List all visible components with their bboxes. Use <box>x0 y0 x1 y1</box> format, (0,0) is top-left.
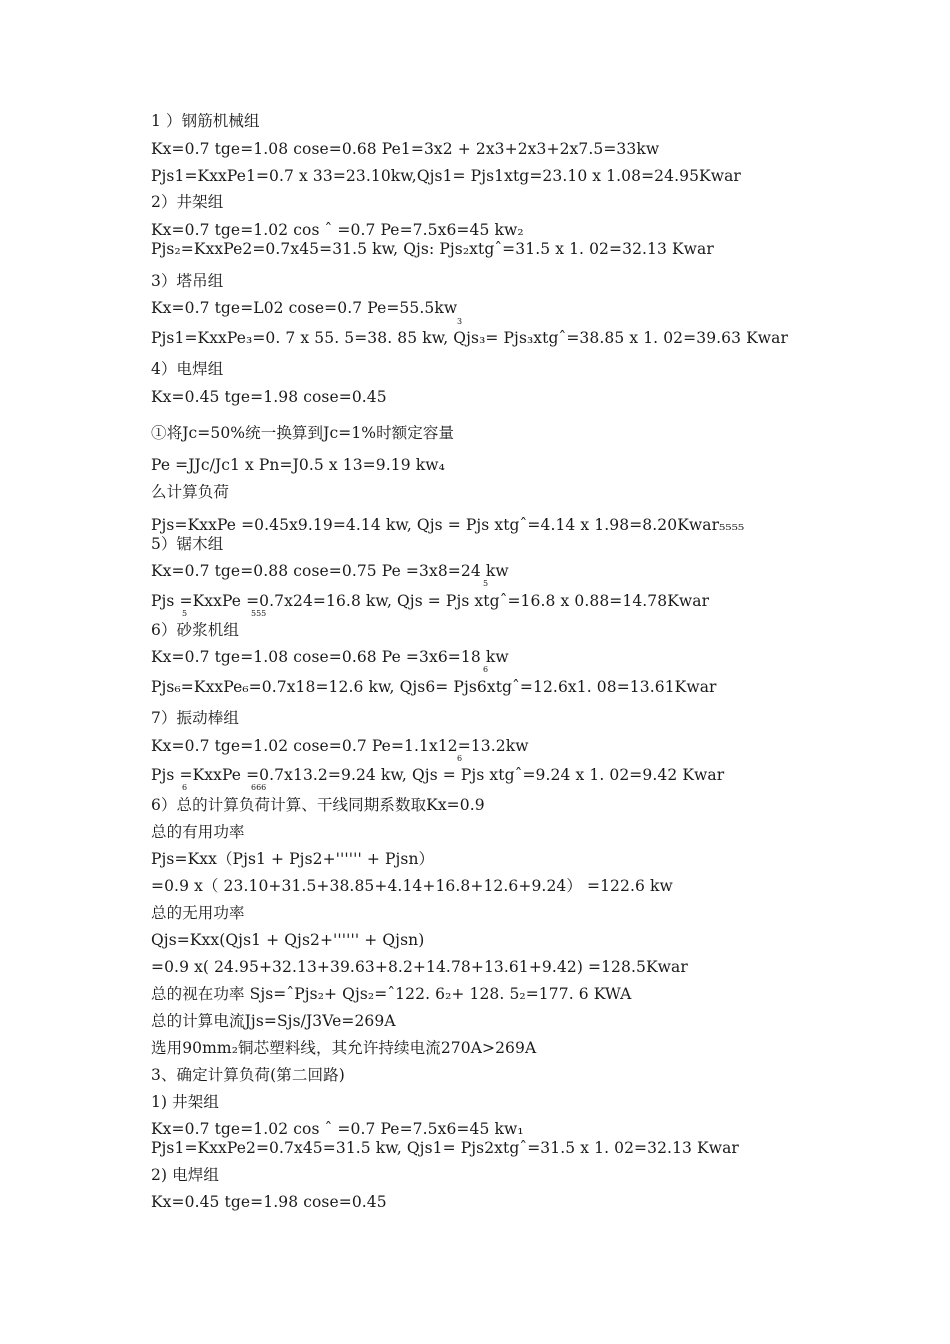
text-line: Qjs=Kxx(Qjs1 + Qjs2+'''''' + Qjsn) <box>151 931 425 949</box>
text-line: =0.9 x（ 23.10+31.5+38.85+4.14+16.8+12.6+9.24） =122.6 kw <box>151 877 673 895</box>
stray-mark: 6 <box>483 665 489 674</box>
text-line: Kx=0.7 tge=1.08 cose=0.68 Pe =3x6=18 kw <box>151 648 509 666</box>
heading-mortar: 6）砂浆机组 <box>151 621 239 639</box>
text-line: 选用90mm₂铜芯塑料线，其允许持续电流270A>269A <box>151 1039 537 1057</box>
text-line: Pjs1=KxxPe1=0.7 x 33=23.10kw,Qjs1= Pjs1xtg=23.10 x 1.08=24.95Kwar <box>151 167 741 185</box>
stray-mark: 3 <box>457 317 463 326</box>
text-line: 么计算负荷 <box>151 483 230 501</box>
text-line: 总的有用功率 <box>151 823 245 841</box>
text-line: Pjs1=KxxPe2=0.7x45=31.5 kw, Qjs1= Pjs2xtgˆ=31.5 x 1. 02=32.13 Kwar <box>151 1139 739 1157</box>
text-line: Kx=0.7 tge=L02 cose=0.7 Pe=55.5kw <box>151 299 458 317</box>
heading-vibrator: 7）振动棒组 <box>151 709 239 727</box>
text-line: Pjs=KxxPe =0.45x9.19=4.14 kw, Qjs = Pjs xtgˆ=4.14 x 1.98=8.20Kwar₅₅₅₅ <box>151 516 745 534</box>
stray-mark: 666 <box>251 783 267 792</box>
text-line: Pjs =KxxPe =0.7x13.2=9.24 kw, Qjs = Pjs xtgˆ=9.24 x 1. 02=9.42 Kwar <box>151 766 725 784</box>
heading-sawmill: 5）锯木组 <box>151 535 224 553</box>
text-line: Kx=0.7 tge=1.08 cose=0.68 Pe1=3x2 + 2x3+2x3+2x7.5=33kw <box>151 140 660 158</box>
text-line: Kx=0.7 tge=1.02 cos ˆ =0.7 Pe=7.5x6=45 kw₂ <box>151 221 524 239</box>
heading-derrick: 2）井架组 <box>151 193 224 211</box>
text-line: Pjs₆=KxxPe₆=0.7x18=12.6 kw, Qjs6= Pjs6xtgˆ=12.6x1. 08=13.61Kwar <box>151 678 717 696</box>
heading-total-load: 6）总的计算负荷计算、干线同期系数取Kx=0.9 <box>151 796 485 814</box>
heading-tower-crane: 3）塔吊组 <box>151 272 224 290</box>
heading-welding: 4）电焊组 <box>151 360 224 378</box>
text-line: Kx=0.7 tge=1.02 cos ˆ =0.7 Pe=7.5x6=45 kw₁ <box>151 1120 524 1138</box>
stray-mark: 6 <box>182 783 188 792</box>
text-line: =0.9 x( 24.95+32.13+39.63+8.2+14.78+13.61+9.42) =128.5Kwar <box>151 958 688 976</box>
text-line: Pjs =KxxPe =0.7x24=16.8 kw, Qjs = Pjs xtgˆ=16.8 x 0.88=14.78Kwar <box>151 592 710 610</box>
heading-derrick-2: 1) 井架组 <box>151 1093 219 1111</box>
stray-mark: 6 <box>457 754 463 763</box>
text-line: Kx=0.7 tge=0.88 cose=0.75 Pe =3x8=24 kw <box>151 562 509 580</box>
text-line: Pjs₂=KxxPe2=0.7x45=31.5 kw, Qjs: Pjs₂xtgˆ=31.5 x 1. 02=32.13 Kwar <box>151 240 714 258</box>
heading-welding-2: 2) 电焊组 <box>151 1166 219 1184</box>
text-line: Pjs=Kxx（Pjs1 + Pjs2+'''''' + Pjsn） <box>151 850 435 868</box>
stray-mark: 555 <box>251 609 267 618</box>
stray-mark: 5 <box>483 579 489 588</box>
stray-mark: 5 <box>182 609 188 618</box>
text-line: 总的无用功率 <box>151 904 245 922</box>
text-line: Kx=0.7 tge=1.02 cose=0.7 Pe=1.1x12=13.2kw <box>151 737 529 755</box>
heading-steel-machinery: 1 ）钢筋机械组 <box>151 112 260 130</box>
text-line: Pe =JJc/Jc1 x Pn=J0.5 x 13=9.19 kw₄ <box>151 456 445 474</box>
text-line: Kx=0.45 tge=1.98 cose=0.45 <box>151 388 387 406</box>
text-line: 总的视在功率 Sjs=ˆPjs₂+ Qjs₂=ˆ122. 6₂+ 128. 5₂=177. 6 KWA <box>151 985 632 1003</box>
heading-second-circuit: 3、确定计算负荷(第二回路) <box>151 1066 345 1084</box>
text-line: 总的计算电流Jjs=Sjs/J3Ve=269A <box>151 1012 396 1030</box>
text-line: Kx=0.45 tge=1.98 cose=0.45 <box>151 1193 387 1211</box>
text-line: ①将Jc=50%统一换算到Jc=1%时额定容量 <box>151 424 455 442</box>
text-line: Pjs1=KxxPe₃=0. 7 x 55. 5=38. 85 kw, Qjs₃= Pjs₃xtgˆ=38.85 x 1. 02=39.63 Kwar <box>151 329 789 347</box>
